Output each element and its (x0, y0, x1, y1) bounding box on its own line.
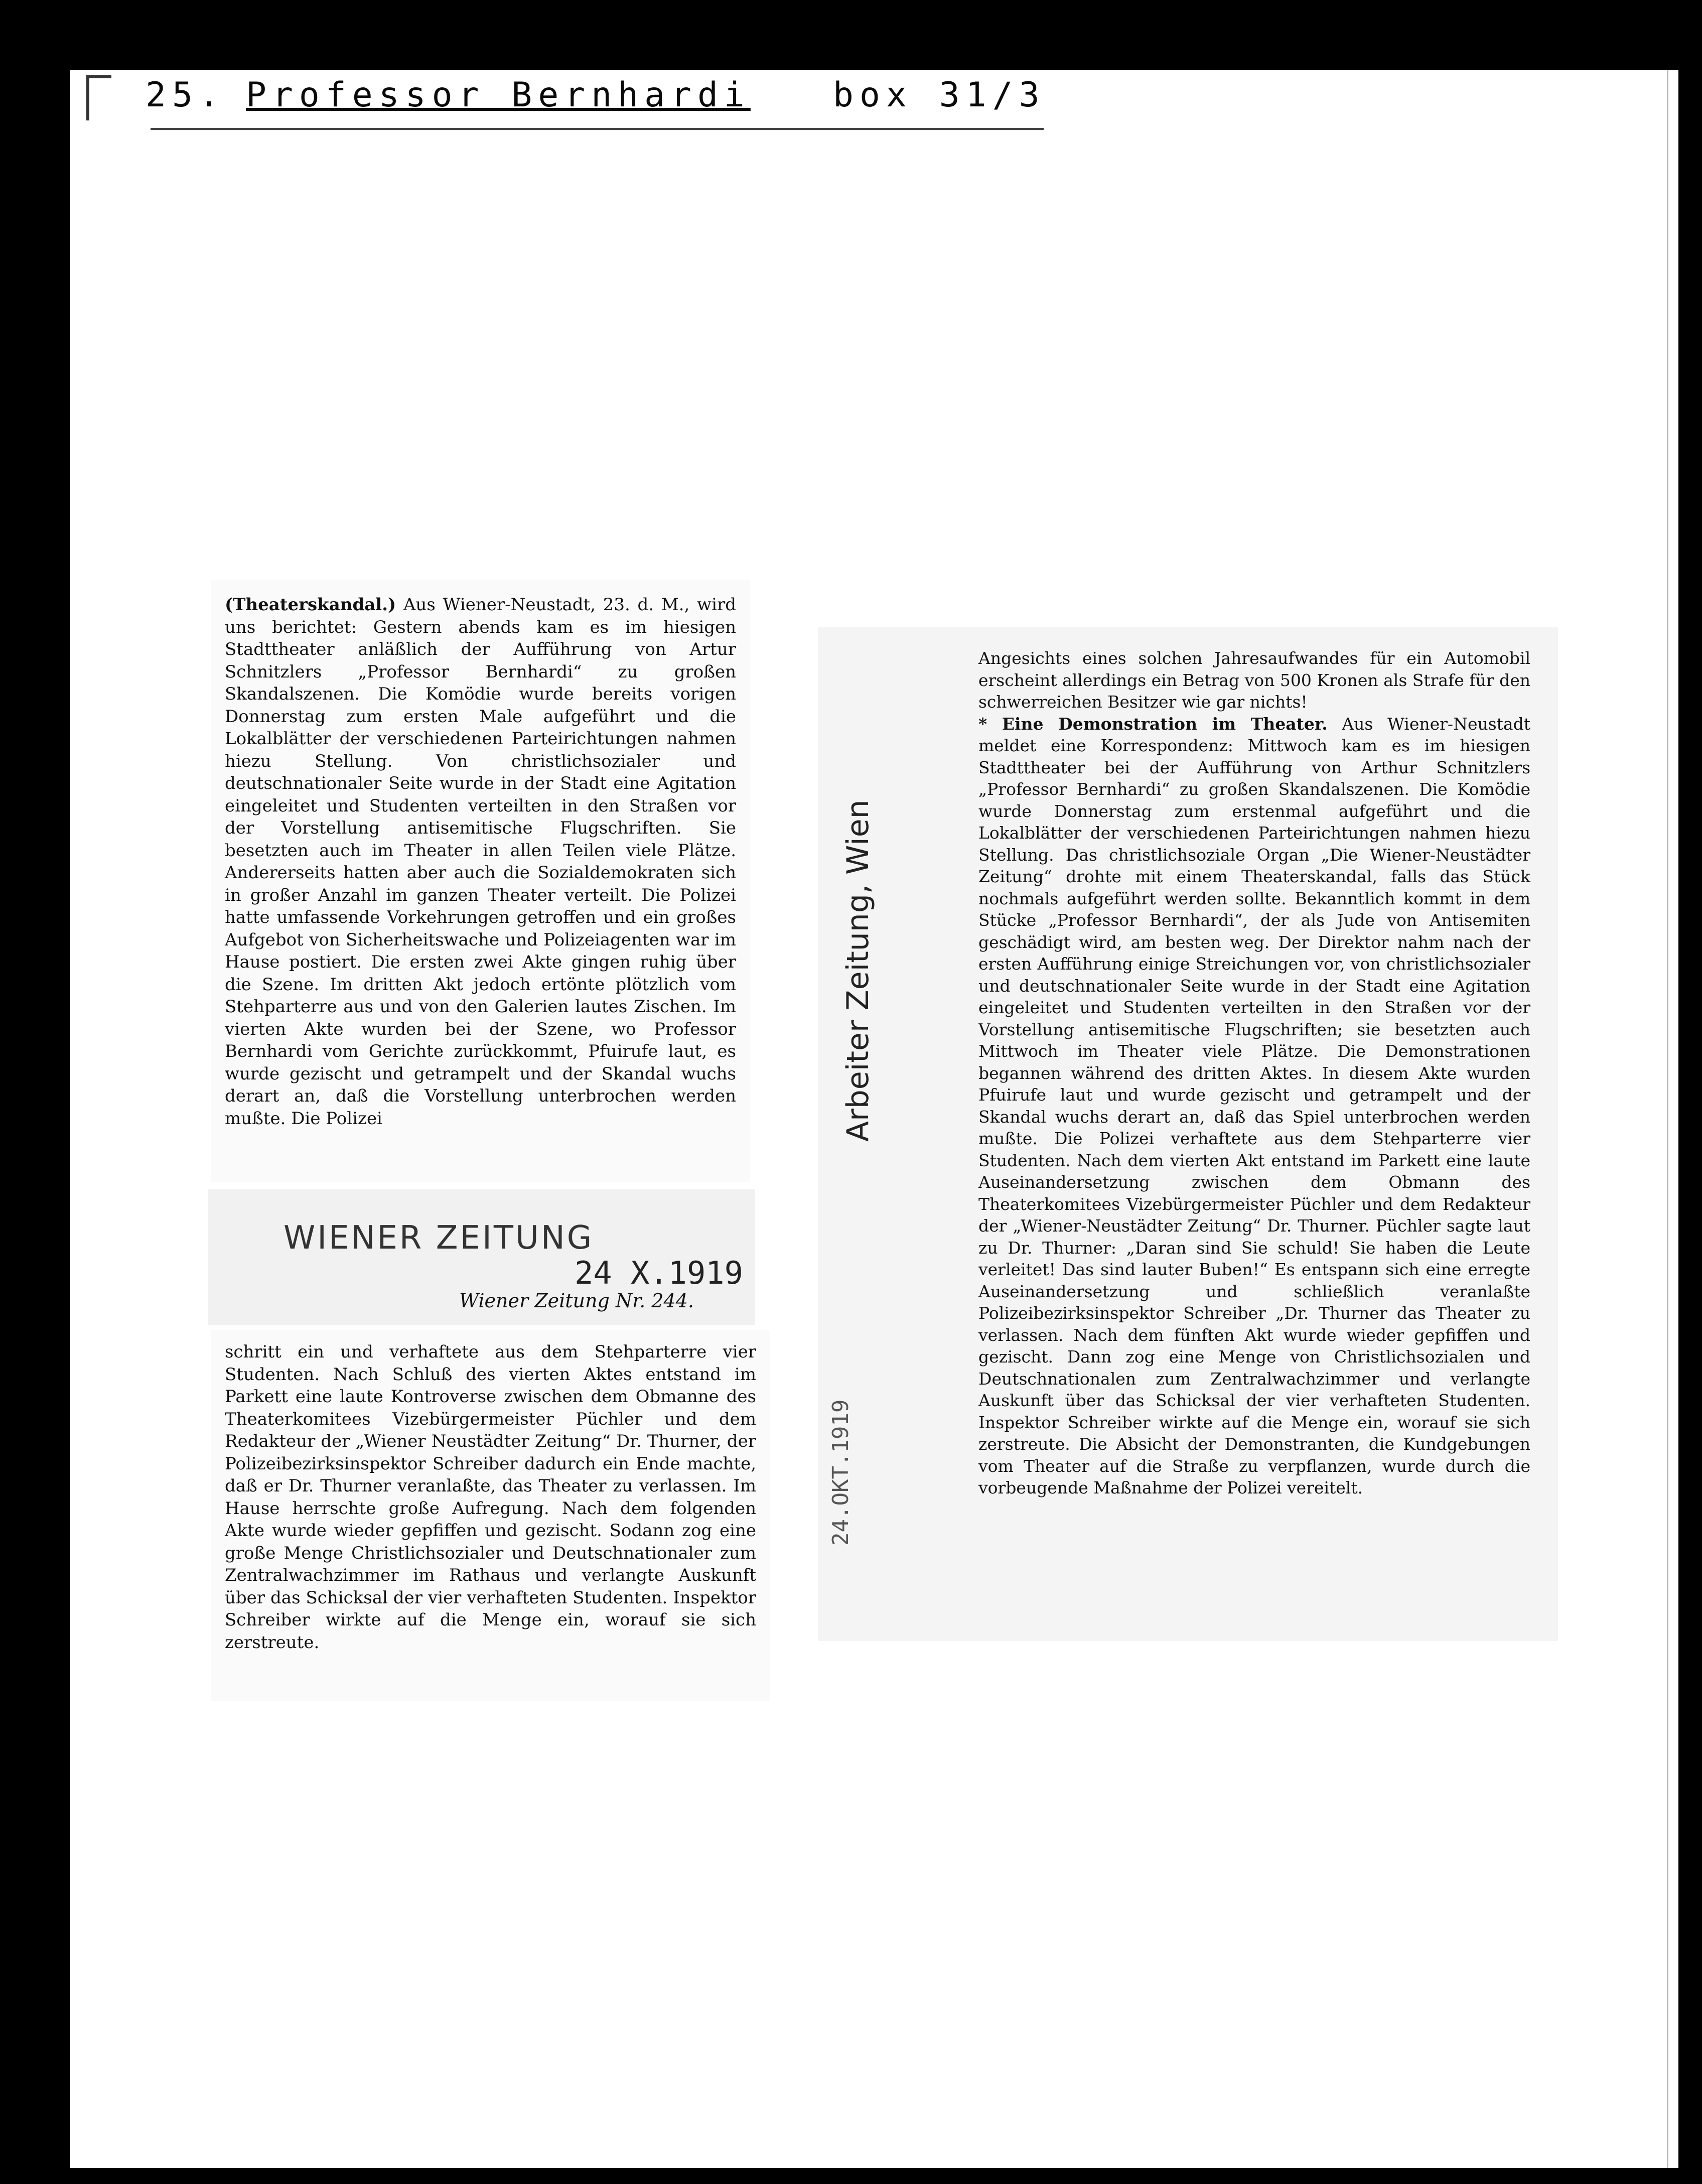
folder-number: 25. (146, 75, 225, 115)
clipping-theaterskandal-part2 (211, 1330, 770, 1701)
newspaper-stamp: WIENER ZEITUNG (283, 1219, 594, 1257)
clipping-article (978, 713, 1530, 1499)
clipping-text: Aus Wiener-Neustadt meldet eine Korrespondenz: Mittwoch kam es im hiesigen Stadttheater bei der Aufführung von Arthur Schnitzlers „Professor Bernhardi“ zu großen Skandalszenen. Die Komödie wurde Donnerstag zum erstenmal aufgeführt und die Lokalblätter der verschiedenen Parteirichtungen nahmen hiezu Stellung. Das christlichsoziale Organ „Die Wiener-Neustädter Zeitung“ drohte mit einem Theaterskandal, falls das Stück nochmals aufgeführt werden sollte. Bekanntlich kommt in dem Stücke „Professor Bernhardi“, der als Jude von Antisemiten geschädigt wird, am besten weg. Der Direktor nahm nach der ersten Aufführung einige Streichungen vor, von christlichsozialer und deutschnationaler Seite wurde in der Stadt eine Agitation eingeleitet und Studenten verteilten in den Straßen vor der Vorstellung antisemitische Flugschriften; sie besetzten auch Mittwoch im Theater viele Plätze. Die Demonstrationen begannen während des dritten Aktes. In diesem Akte wurden Pfuirufe laut und wurde gezischt und getrampelt und der Skandal wuchs derart an, daß das Spiel unterbrochen werden mußte. Die Polizei verhaftete aus dem Stehparterre vier Studenten. Nach dem vierten Akt entstand im Parkett eine laute Auseinandersetzung zwischen dem Obmann des Theaterkomitees Vizebürgermeister Püchler und dem Redakteur der „Wiener-Neustädter Zeitung“ Dr. Thurner. Püchler sagte laut zu Dr. Thurner: „Daran sind Sie schuld! Sie haben die Leute verleitet! Das sind lauter Buben!“ Es entspann sich eine erregte Auseinandersetzung und schließlich veranlaßte Polizeibezirksinspektor Schreiber „Dr. Thurner das Theater zu verlassen. Nach dem fünften Akt wurde wieder gepfiffen und gezischt. Dann zog eine Menge von Christlichsozialen und Deutschnationalen zum Zentralwachzimmer und verlangte Auskunft über das Schicksal der vier verhafteten Studenten. Inspektor Schreiber wirkte auf die Menge ein, worauf sie sich zerstreute. Die Absicht der Demonstranten, die Kundgebungen vom Theater auf die Straße zu verpflanzen, wurde durch die vorbeugende Maßnahme der Polizei vereitelt. (978, 714, 1530, 1497)
clipping-text: Aus Wiener-Neustadt, 23. d. M., wird uns berichtet: Gestern abends kam es im hiesigen Stadttheater anläßlich der Aufführung von Artur Schnitzlers „Professor Bernhardi“ zu großen Skandalszenen. Die Komödie wurde bereits vorigen Donnerstag zum ersten Male aufgeführt und die Lokalblätter der verschiedenen Parteirichtungen nahmen hiezu Stellung. Von christlichsozialer und deutschnationaler Seite wurde in der Stadt eine Agitation eingeleitet und Studenten verteilten in den Straßen vor der Vorstellung antisemitische Flugschriften. Sie besetzten auch im Theater in allen Teilen viele Plätze. Andererseits hatten aber auch die Sozialdemokraten sich in großer Anzahl im ganzen Theater verteilt. Die Polizei hatte umfassende Vorkehrungen getroffen und ein großes Aufgebot von Sicherheitswache und Polizeiagenten war im Hause postiert. Die ersten zwei Akte gingen ruhig über die Szene. Im dritten Akt jedoch ertönte plötzlich vom Stehparterre aus und von den Galerien lautes Zischen. Im vierten Akte wurden bei der Szene, wo Professor Bernhardi vom Gerichte zurückkommt, Pfuirufe laut, es wurde gezischt und getrampelt und der Skandal wuchs derart an, daß die Vorstellung unterbrochen werden mußte. Die Polizei (225, 595, 737, 1129)
issue-label: Wiener Zeitung Nr. 244. (459, 1290, 694, 1312)
corner-mark (86, 75, 89, 120)
clipping-intro: Angesichts eines solchen Jahresaufwandes für ein Automobil erscheint allerdings ein Betrag von 500 Kronen als Strafe für den schwerreichen Besitzer wie gar nichts! (978, 648, 1530, 712)
clipping-text: schritt ein und verhaftete aus dem Stehparterre vier Studenten. Nach Schluß des vierten Aktes entstand im Parkett eine laute Kontroverse zwischen dem Obmanne des Theaterkomitees Vizebürgermeister Püchler und dem Redakteur der „Wiener Neustädter Zeitung“ Dr. Thurner, der Polizeibezirksinspektor Schreiber dadurch ein Ende machte, daß er Dr. Thurner veranlaßte, das Theater zu verlassen. Im Hause herrschte große Aufregung. Nach dem folgenden Akte wurde wieder gepfiffen und gezischt. Sodann zog eine große Menge Christlichsozialer und Deutschnationaler zum Zentralwachzimmer im Rathaus und verlangte Auskunft über das Schicksal der vier verhafteten Studenten. Inspektor Schreiber wirkte auf die Menge ein, worauf sie sich zerstreute. (225, 1342, 756, 1653)
clipping-lead: (Theaterskandal.) (225, 595, 396, 615)
corner-mark-horizontal (86, 75, 111, 78)
clipping-body (225, 594, 736, 1130)
clipping-arbeiter-zeitung (818, 627, 1558, 1641)
stamp-date: 24 X.1919 (575, 1255, 743, 1291)
page-edge (1667, 70, 1678, 2168)
wiener-zeitung-stamp-block (208, 1189, 755, 1325)
header-rule (151, 128, 1044, 130)
folder-header (146, 70, 1099, 135)
clipping-lead: * Eine Demonstration im Theater. (978, 714, 1328, 734)
source-stamp: Arbeiter Zeitung, Wien (840, 799, 876, 1142)
clipping-theaterskandal-part1 (211, 580, 750, 1182)
source-date: 24.OKT.1919 (828, 1399, 854, 1546)
box-label: box 31/3 (833, 75, 1046, 115)
clipping-body (978, 647, 1530, 1499)
folder-title: Professor Bernhardi (246, 75, 751, 115)
